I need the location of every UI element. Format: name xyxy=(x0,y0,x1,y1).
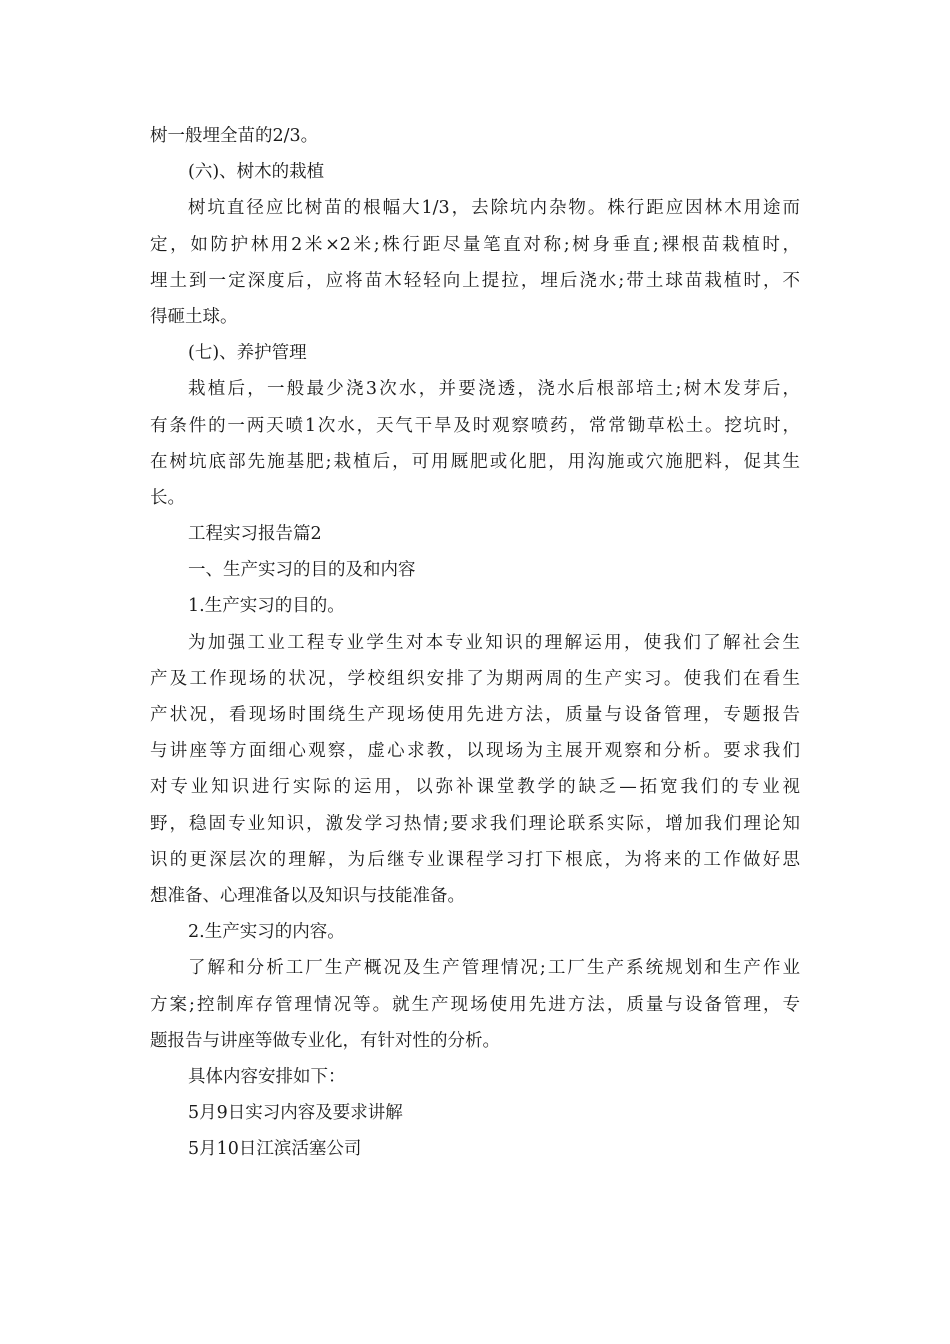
text-line: 埋土到一定深度后，应将苗木轻轻向上提拉，埋后浇水;带土球苗栽植时，不 xyxy=(150,270,800,291)
text-line: 题报告与讲座等做专业化，有针对性的分析。 xyxy=(150,1030,500,1051)
text-line: (六)、树木的栽植 xyxy=(188,162,325,183)
text-line: 得砸土球。 xyxy=(150,306,238,327)
text-line: 长。 xyxy=(150,487,185,508)
text-line: 对专业知识进行实际的运用，以弥补课堂教学的缺乏—拓宽我们的专业视 xyxy=(150,777,800,798)
document-body xyxy=(150,118,800,1167)
text-line: 产状况，看现场时围绕生产现场使用先进方法，质量与设备管理，专题报告 xyxy=(150,705,800,725)
text-line: 树一般埋全苗的2/3。 xyxy=(150,126,319,146)
text-line: 5月10日江滨活塞公司 xyxy=(188,1139,362,1160)
text-line: 具体内容安排如下： xyxy=(188,1066,346,1087)
text-line: 与讲座等方面细心观察，虚心求教，以现场为主展开观察和分析。要求我们 xyxy=(150,741,800,762)
text-line: 了解和分析工厂生产概况及生产管理情况;工厂生产系统规划和生产作业 xyxy=(188,958,800,979)
text-line: 树坑直径应比树苗的根幅大1/3，去除坑内杂物。株行距应因林木用途而 xyxy=(188,198,800,219)
text-line: 工程实习报告篇2 xyxy=(188,524,322,545)
text-line: 方案;控制库存管理情况等。就生产现场使用先进方法，质量与设备管理，专 xyxy=(150,994,800,1015)
text-line: 1.生产实习的目的。 xyxy=(188,596,345,617)
text-line: 2.生产实习的内容。 xyxy=(188,922,345,943)
text-line: 为加强工业工程专业学生对本专业知识的理解运用，使我们了解社会生 xyxy=(188,632,800,653)
document-page xyxy=(150,118,800,1167)
text-line: 一、生产实习的目的及和内容 xyxy=(188,560,416,581)
text-line: 栽植后，一般最少浇3次水，并要浇透，浇水后根部培土;树木发芽后， xyxy=(188,379,800,400)
text-line: 产及工作现场的状况，学校组织安排了为期两周的生产实习。使我们在看生 xyxy=(150,668,800,689)
text-line: (七)、养护管理 xyxy=(188,343,307,364)
text-line: 想准备、心理准备以及知识与技能准备。 xyxy=(150,885,465,906)
text-line: 有条件的一两天喷1次水，天气干旱及时观察喷药，常常锄草松土。挖坑时， xyxy=(150,415,800,436)
text-line: 野，稳固专业知识，激发学习热情;要求我们理论联系实际，增加我们理论知 xyxy=(150,813,800,834)
text-line: 识的更深层次的理解，为后继专业课程学习打下根底，为将来的工作做好思 xyxy=(150,849,800,870)
text-line: 定，如防护林用2米×2米;株行距尽量笔直对称;树身垂直;裸根苗栽植时， xyxy=(150,234,800,255)
text-line: 在树坑底部先施基肥;栽植后，可用厩肥或化肥，用沟施或穴施肥料，促其生 xyxy=(150,451,800,472)
text-line: 5月9日实习内容及要求讲解 xyxy=(188,1103,403,1124)
